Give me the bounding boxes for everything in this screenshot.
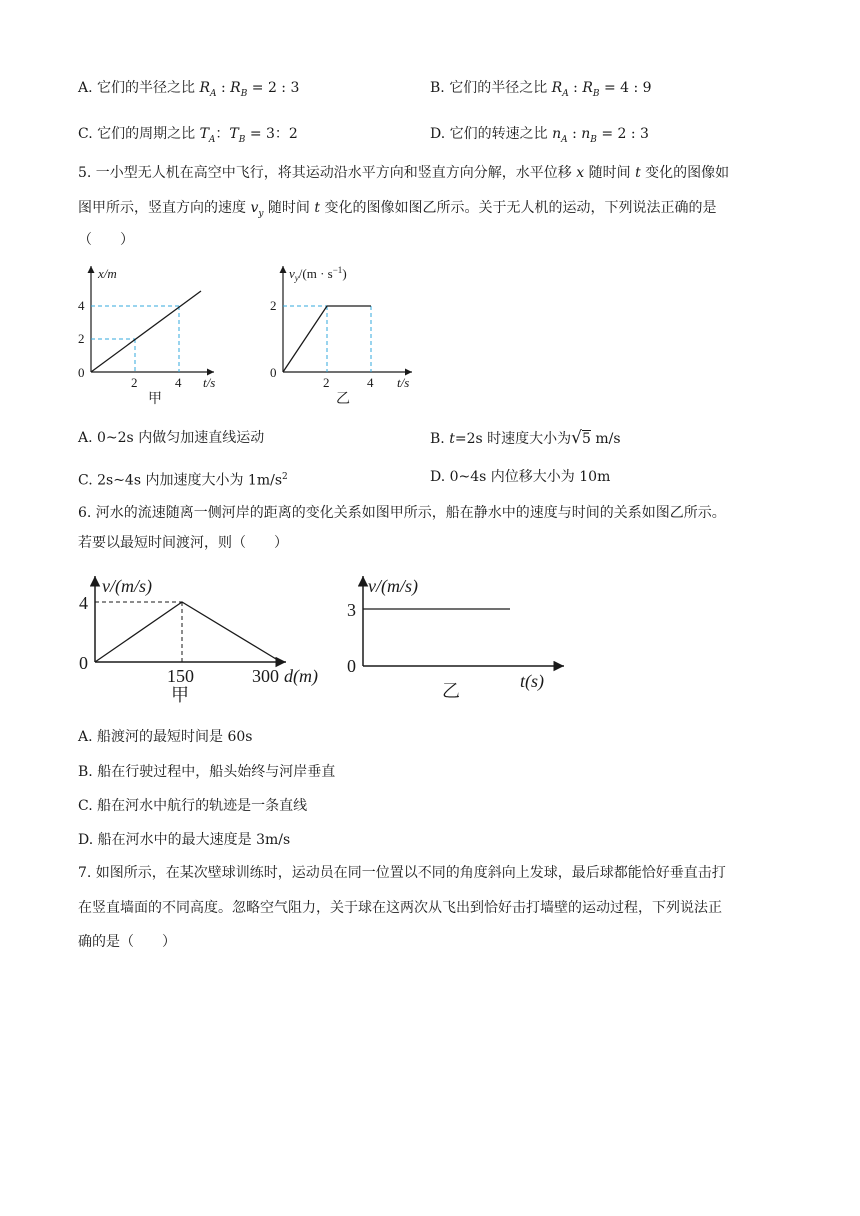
y-tick-4: 4	[79, 593, 88, 613]
y-tick-4: 4	[78, 298, 85, 313]
q6-option-c[interactable]: C. 船在河水中航行的轨迹是一条直线	[78, 798, 308, 814]
q6-option-d[interactable]: D. 船在河水中的最大速度是 3m/s	[78, 832, 291, 848]
origin: 0	[78, 365, 85, 380]
origin: 0	[347, 656, 356, 676]
q6-graph-yi	[344, 570, 584, 710]
q5-stem-line1: 5. 一小型无人机在高空中飞行，将其运动沿水平方向和竖直方向分解，水平位移 x 随时间 t 变化的图像如	[78, 165, 730, 181]
x-tick-4: 4	[367, 375, 374, 390]
q4-option-c[interactable]: C. 它们的周期之比 $T_A$：$T_B = 3$：2	[78, 126, 298, 145]
x-tick-2: 2	[323, 375, 330, 390]
caption: 甲	[171, 685, 189, 705]
y-tick-2: 2	[270, 298, 277, 313]
q5-option-c[interactable]: C. 2s~4s 内加速度大小为 $1m/s^2$	[78, 472, 288, 489]
q7-stem-line1: 7. 如图所示，在某次壁球训练时，运动员在同一位置以不同的角度斜向上发球，最后球都能恰好垂直击打	[78, 865, 726, 881]
q5-graph-yi	[262, 260, 432, 410]
q7-stem-line3: 确的是（ ）	[78, 934, 176, 950]
x-tick-4: 4	[175, 375, 182, 390]
q5-option-a[interactable]: A. 0~2s 内做匀加速直线运动	[78, 430, 265, 446]
origin: 0	[79, 653, 88, 673]
data-line	[95, 602, 281, 662]
y-tick-2: 2	[78, 331, 85, 346]
q5-option-b[interactable]: B. t=2s 时速度大小为√5 m/s	[430, 428, 621, 448]
q5-stem-line2: 图甲所示，竖直方向的速度 $v_y$ 随时间 t 变化的图像如图乙所示。关于无人机的运动，下列说法正确的是	[78, 200, 717, 219]
q4-option-b[interactable]: B. 它们的半径之比 $R_A$ : $R_B = 4$ : 9	[430, 80, 652, 99]
caption: 乙	[442, 681, 460, 701]
x-tick-150: 150	[167, 666, 194, 686]
q5-graph-jia	[70, 260, 230, 410]
x-label: t/s	[203, 375, 216, 390]
q7-stem-line2: 在竖直墙面的不同高度。忽略空气阻力，关于球在这两次从飞出到恰好击打墙壁的运动过程，下列说法正	[78, 900, 722, 916]
q5-option-d[interactable]: D. 0~4s 内位移大小为 10m	[430, 469, 611, 485]
q4-option-a[interactable]: A. 它们的半径之比 $R_A$ : $R_B = 2$ : 3	[78, 80, 300, 99]
y-label: $v_y/(m \cdot s^{-1})$	[289, 265, 347, 283]
caption: 甲	[148, 392, 162, 407]
caption: 乙	[336, 392, 350, 407]
q6-stem-line1: 6. 河水的流速随离一侧河岸的距离的变化关系如图甲所示，船在静水中的速度与时间的关系如图乙所示。	[78, 505, 726, 521]
data-line	[91, 291, 201, 372]
q6-stem-line2: 若要以最短时间渡河，则（ ）	[78, 535, 288, 551]
q4-option-d[interactable]: D. 它们的转速之比 $n_A$ : $n_B = 2$ : 3	[430, 126, 649, 145]
q6-option-b[interactable]: B. 船在行驶过程中，船头始终与河岸垂直	[78, 764, 336, 780]
x-tick-300: 300	[252, 666, 279, 686]
q6-option-a[interactable]: A. 船渡河的最短时间是 60s	[78, 729, 253, 745]
y-label: x/m	[98, 266, 117, 281]
q5-stem-line3: （ ）	[78, 232, 134, 248]
origin: 0	[270, 365, 277, 380]
y-tick-3: 3	[347, 600, 356, 620]
x-tick-2: 2	[131, 375, 138, 390]
x-label: d(m)	[284, 666, 318, 686]
y-label: v/(m/s)	[368, 576, 418, 596]
x-label: t/s	[397, 375, 410, 390]
x-label: t(s)	[520, 671, 544, 691]
y-label: v/(m/s)	[102, 576, 152, 596]
q6-graph-jia	[76, 570, 346, 710]
